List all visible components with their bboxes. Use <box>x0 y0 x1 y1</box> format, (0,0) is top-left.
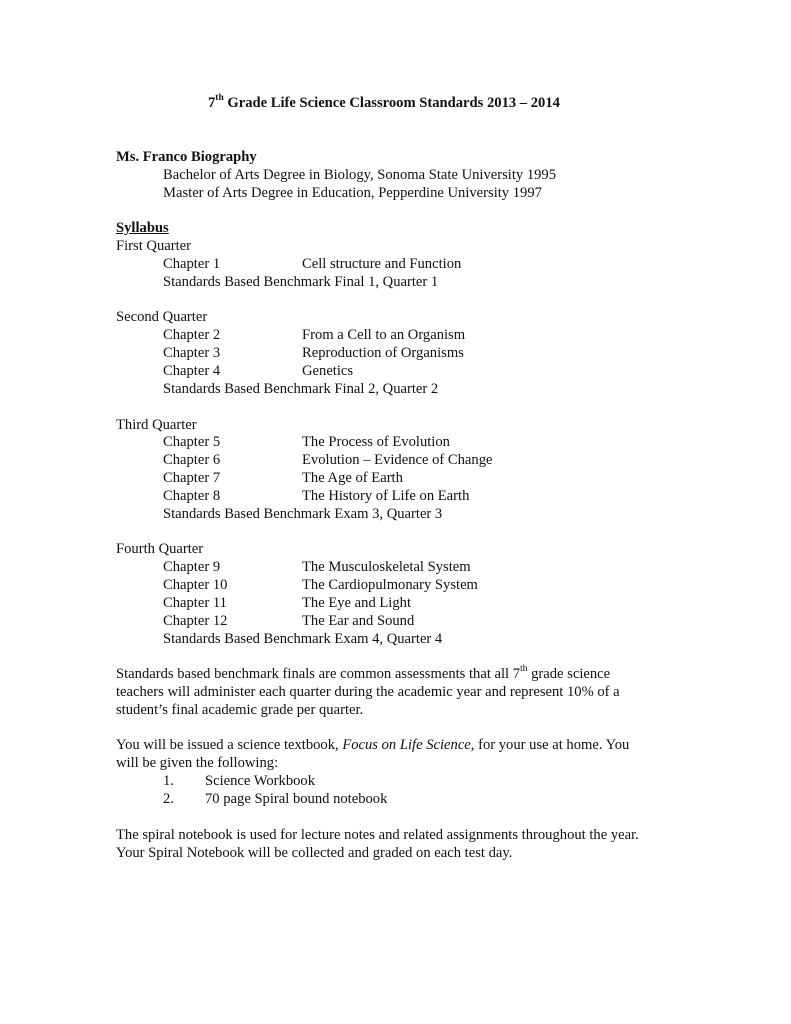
chapter-number: Chapter 1 <box>163 256 221 272</box>
textbook-title: Focus on Life Science, <box>342 737 475 753</box>
chapter-number: Chapter 11 <box>163 595 227 611</box>
list-item-number: 2. <box>163 791 174 807</box>
chapter-title: The Musculoskeletal System <box>302 559 471 575</box>
benchmark-line: Standards Based Benchmark Exam 4, Quarter 4 <box>163 631 443 647</box>
chapter-row <box>0 433 791 451</box>
chapter-row <box>0 487 791 505</box>
benchmark-line: Standards Based Benchmark Final 2, Quarter 2 <box>163 381 439 397</box>
chapter-number: Chapter 5 <box>163 434 221 450</box>
chapter-title: From a Cell to an Organism <box>302 327 466 343</box>
chapter-title: The Age of Earth <box>302 470 403 486</box>
benchmark-paragraph-text: grade science <box>527 666 611 682</box>
chapter-number: Chapter 2 <box>163 327 221 343</box>
benchmark-paragraph-line <box>116 665 610 683</box>
chapter-title: The Eye and Light <box>302 595 412 611</box>
chapter-title: The Process of Evolution <box>302 434 450 450</box>
list-item <box>0 772 791 790</box>
page-title <box>208 94 560 112</box>
chapter-number: Chapter 6 <box>163 452 221 468</box>
chapter-title: The Ear and Sound <box>302 613 415 629</box>
chapter-title: Evolution – Evidence of Change <box>302 452 493 468</box>
quarter-label: Third Quarter <box>116 417 197 433</box>
benchmark-paragraph-text: Standards based benchmark finals are common assessments that all 7 <box>116 666 521 682</box>
chapter-row <box>0 362 791 380</box>
quarter-label: First Quarter <box>116 238 191 254</box>
benchmark-paragraph-superscript: th <box>520 664 528 675</box>
chapter-row <box>0 469 791 487</box>
quarter-label: Fourth Quarter <box>116 541 204 557</box>
title-text: Grade Life Science Classroom Standards 2013 – 2014 <box>223 95 560 111</box>
chapter-number: Chapter 12 <box>163 613 228 629</box>
chapter-number: Chapter 7 <box>163 470 221 486</box>
chapter-row <box>0 612 791 630</box>
chapter-number: Chapter 3 <box>163 345 221 361</box>
chapter-title: The Cardiopulmonary System <box>302 577 478 593</box>
list-item-text: Science Workbook <box>205 773 316 789</box>
chapter-title: The History of Life on Earth <box>302 488 470 504</box>
textbook-paragraph-text: for your use at home. You <box>474 737 630 753</box>
chapter-row <box>0 344 791 362</box>
benchmark-paragraph-line: student’s final academic grade per quarter. <box>116 702 364 718</box>
title-grade-number: 7 <box>208 95 216 111</box>
benchmark-line: Standards Based Benchmark Final 1, Quarter 1 <box>163 274 439 290</box>
chapter-row <box>0 576 791 594</box>
bio-line: Bachelor of Arts Degree in Biology, Sonoma State University 1995 <box>163 167 557 183</box>
bio-line: Master of Arts Degree in Education, Pepperdine University 1997 <box>163 185 542 201</box>
list-item-text: 70 page Spiral bound notebook <box>205 791 388 807</box>
textbook-paragraph-text: You will be issued a science textbook, <box>116 737 343 753</box>
benchmark-paragraph-line: teachers will administer each quarter during the academic year and represent 10% of a <box>116 684 620 700</box>
list-item <box>0 790 791 808</box>
chapter-title: Genetics <box>302 363 354 379</box>
chapter-row <box>0 451 791 469</box>
chapter-row <box>0 255 791 273</box>
chapter-number: Chapter 8 <box>163 488 221 504</box>
title-grade-superscript: th <box>215 93 224 104</box>
chapter-number: Chapter 4 <box>163 363 221 379</box>
notebook-paragraph-line: The spiral notebook is used for lecture notes and related assignments throughout the year. <box>116 827 639 843</box>
textbook-paragraph-line: will be given the following: <box>116 755 279 771</box>
chapter-row <box>0 558 791 576</box>
list-item-number: 1. <box>163 773 174 789</box>
chapter-row <box>0 326 791 344</box>
chapter-number: Chapter 9 <box>163 559 221 575</box>
syllabus-heading: Syllabus <box>116 220 169 236</box>
bio-heading: Ms. Franco Biography <box>116 149 257 165</box>
chapter-number: Chapter 10 <box>163 577 228 593</box>
chapter-row <box>0 594 791 612</box>
textbook-paragraph-line <box>116 736 629 754</box>
notebook-paragraph-line: Your Spiral Notebook will be collected and graded on each test day. <box>116 845 513 861</box>
quarter-label: Second Quarter <box>116 309 208 325</box>
benchmark-line: Standards Based Benchmark Exam 3, Quarter 3 <box>163 506 443 522</box>
chapter-title: Cell structure and Function <box>302 256 462 272</box>
chapter-title: Reproduction of Organisms <box>302 345 464 361</box>
